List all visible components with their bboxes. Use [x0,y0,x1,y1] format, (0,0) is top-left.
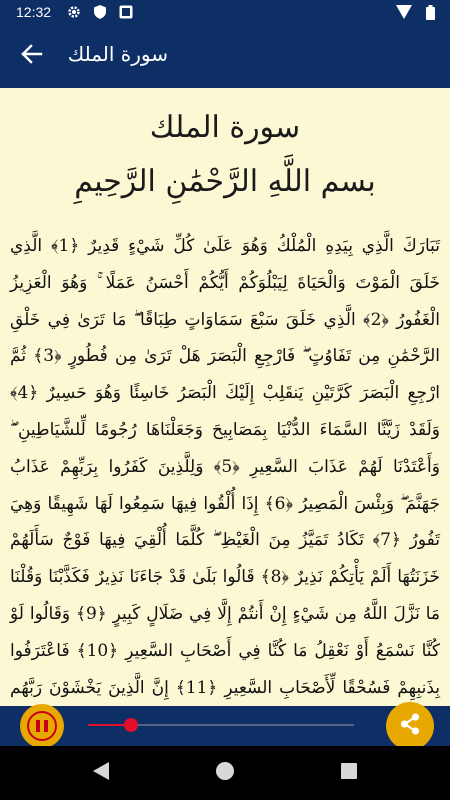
battery-icon [422,4,438,20]
surah-content[interactable] [0,88,450,706]
pause-icon [27,711,57,741]
seek-bar[interactable] [88,724,354,726]
nav-recents-button[interactable] [336,760,362,786]
share-icon [398,712,422,740]
surah-title: سورة الملك [149,110,301,145]
recents-square-icon [340,762,358,784]
back-button[interactable] [12,36,52,76]
app-bar [0,24,450,88]
back-triangle-icon [92,761,110,785]
home-circle-icon [214,760,236,786]
audio-player-bar [0,706,450,746]
app-title: سورة الملك [67,42,168,66]
settings-icon [66,4,82,20]
shield-icon [92,4,108,20]
system-nav-bar [0,746,450,800]
pause-button[interactable] [20,704,64,748]
wifi-icon [396,4,412,20]
nav-back-button[interactable] [88,760,114,786]
nav-home-button[interactable] [212,760,238,786]
status-right-icons [396,4,438,20]
share-button[interactable] [386,702,434,750]
seek-thumb[interactable] [124,718,138,732]
status-time: 12:32 [16,4,52,20]
arrow-left-icon [22,45,42,67]
bismillah: بسم اللَّهِ الرَّحْمَٰنِ الرَّحِيمِ [74,164,376,199]
verses-text: تَبَارَكَ الَّذِي بِيَدِهِ الْمُلْكُ وَهُوَ عَلَىٰ كُلِّ شَيْءٍ قَدِيرٌ ﴿1﴾ الَّذِي خَلَقَ الْمَوْتَ وَالْحَيَاةَ لِيَبْلُوَكُمْ أَيُّكُمْ أَحْسَنُ عَمَلًا ۚ وَهُوَ الْعَزِيزُ الْغَفُورُ ﴿2﴾ الَّذِي خَلَقَ سَبْعَ سَمَاوَاتٍ طِبَاقًا ۖ مَا تَرَىٰ فِي خَلْقِ الرَّحْمَٰنِ مِن تَفَاوُتٍ ۖ فَارْجِعِ الْبَصَرَ هَلْ تَرَىٰ مِن فُطُورٍ ﴿3﴾ ثُمَّ ارْجِعِ الْبَصَرَ كَرَّتَيْنِ يَنقَلِبْ إِلَيْكَ الْبَصَرُ خَاسِئًا وَهُوَ حَسِيرٌ ﴿4﴾ وَلَقَدْ زَيَّنَّا السَّمَاءَ الدُّنْيَا بِمَصَابِيحَ وَجَعَلْنَاهَا رُجُومًا لِّلشَّيَاطِينِ ۖ وَأَعْتَدْنَا لَهُمْ عَذَابَ السَّعِيرِ ﴿5﴾ وَلِلَّذِينَ كَفَرُوا بِرَبِّهِمْ عَذَابُ جَهَنَّمَ ۖ وَبِئْسَ الْمَصِيرُ ﴿6﴾ إِذَا أُلْقُوا فِيهَا سَمِعُوا لَهَا شَهِيقًا وَهِيَ تَفُورُ ﴿7﴾ تَكَادُ تَمَيَّزُ مِنَ الْغَيْظِ ۖ كُلَّمَا أُلْقِيَ فِيهَا فَوْجٌ سَأَلَهُمْ خَزَنَتُهَا أَلَمْ يَأْتِكُمْ نَذِيرٌ ﴿8﴾ قَالُوا بَلَىٰ قَدْ جَاءَنَا نَذِيرٌ فَكَذَّبْنَا وَقُلْنَا مَا نَزَّلَ اللَّهُ مِن شَيْءٍ إِنْ أَنتُمْ إِلَّا فِي ضَلَالٍ كَبِيرٍ ﴿9﴾ وَقَالُوا لَوْ كُنَّا نَسْمَعُ أَوْ نَعْقِلُ مَا كُنَّا فِي أَصْحَابِ السَّعِيرِ ﴿10﴾ فَاعْتَرَفُوا بِذَنبِهِمْ فَسُحْقًا لِّأَصْحَابِ السَّعِيرِ ﴿11﴾ إِنَّ الَّذِينَ يَخْشَوْنَ رَبَّهُم [10,236,441,698]
status-bar [0,0,450,24]
notification-square-icon [118,4,134,20]
status-left-icons [66,4,134,20]
